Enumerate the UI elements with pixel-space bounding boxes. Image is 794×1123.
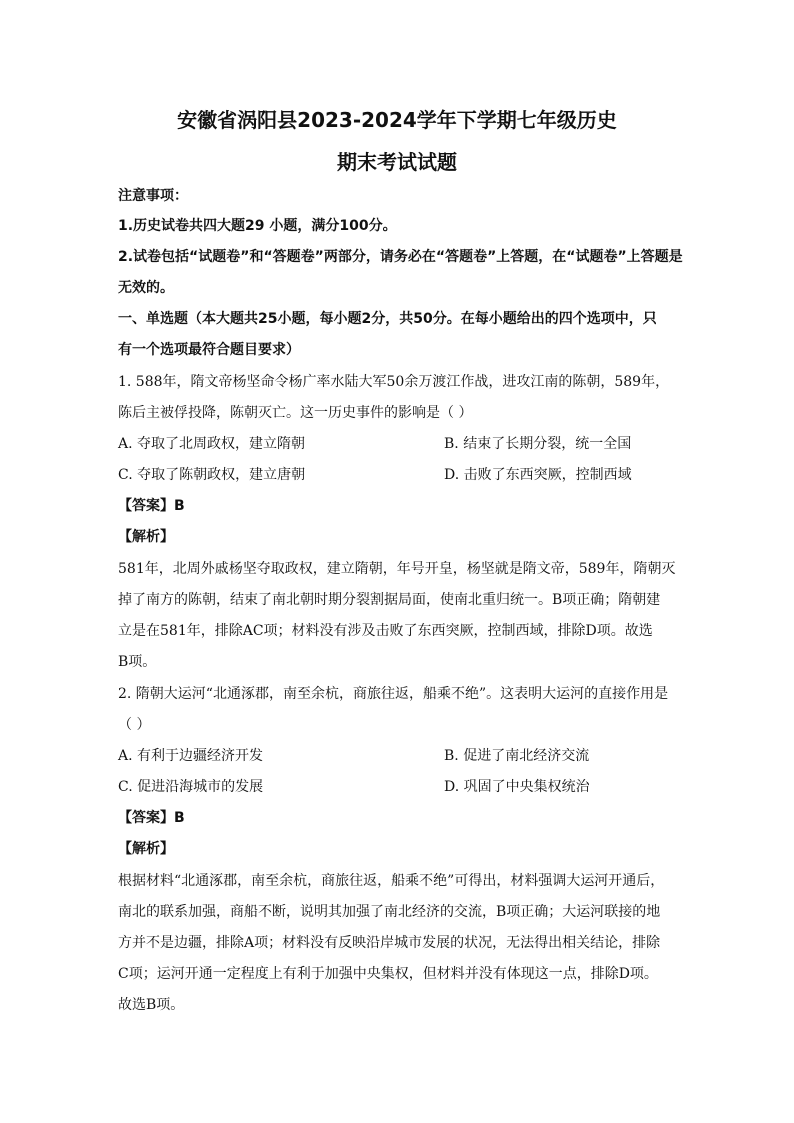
- question-2-analysis-line: 南北的联系加强，商船不断，说明其加强了南北经济的交流，B项正确；大运河联接的地: [118, 904, 661, 920]
- question-1-answer: 【答案】B: [118, 498, 185, 514]
- question-2-option-d: D. 巩固了中央集权统治: [444, 779, 590, 795]
- question-1-analysis-line: 掉了南方的陈朝，结束了南北朝时期分裂割据局面，使南北重归统一。B项正确；隋朝建: [118, 592, 661, 608]
- section-heading: 一、单选题（本大题共25小题，每小题2分，共50分。在每小题给出的四个选项中，只: [118, 311, 657, 327]
- question-2-option-c: C. 促进沿海城市的发展: [118, 779, 264, 795]
- question-2-answer: 【答案】B: [118, 810, 185, 826]
- question-1-option-a: A. 夺取了北周政权，建立隋朝: [118, 436, 306, 452]
- question-1-analysis-line: 立是在581年，排除AC项；材料没有涉及击败了东西突厥，控制西域，排除D项。故选: [118, 623, 653, 639]
- question-2-option-b: B. 促进了南北经济交流: [444, 748, 590, 764]
- question-1-option-b: B. 结束了长期分裂，统一全国: [444, 436, 632, 452]
- question-2-stem: 2. 隋朝大运河“北通涿郡，南至余杭，商旅往返，船乘不绝”。这表明大运河的直接作用是: [118, 686, 669, 702]
- question-1-analysis-line: 581年，北周外戚杨坚夺取政权，建立隋朝，年号开皇，杨坚就是隋文帝，589年，隋朝灭: [118, 561, 676, 577]
- question-1-stem-cont: 陈后主被俘投降，陈朝灭亡。这一历史事件的影响是（ ）: [118, 405, 473, 421]
- question-1-stem: 1. 588年，隋文帝杨坚命令杨广率水陆大军50余万渡江作战，进攻江南的陈朝，589年，: [118, 374, 670, 390]
- exam-title: 安徽省涡阳县2023-2024学年下学期七年级历史: [177, 108, 617, 132]
- question-2-option-a: A. 有利于边疆经济开发: [118, 748, 264, 764]
- notes-item-1: 1.历史试卷共四大题29 小题，满分100分。: [118, 218, 397, 234]
- question-2-analysis-line: 故选B项。: [118, 997, 185, 1013]
- question-2-stem-cont: （ ）: [118, 717, 151, 733]
- exam-subtitle: 期末考试试题: [337, 150, 457, 174]
- section-heading-cont: 有一个选项最符合题目要求）: [118, 342, 300, 358]
- question-2-analysis-line: 根据材料“北通涿郡，南至余杭，商旅往返，船乘不绝”可得出，材料强调大运河开通后，: [118, 873, 665, 889]
- question-1-analysis-line: B项。: [118, 654, 157, 670]
- notes-heading: 注意事项：: [118, 188, 188, 204]
- question-2-analysis-line: C项；运河开通一定程度上有利于加强中央集权，但材料并没有体现这一点，排除D项。: [118, 966, 658, 982]
- notes-item-2-cont: 无效的。: [118, 280, 174, 296]
- notes-item-2: 2.试卷包括“试题卷”和“答题卷”两部分，请务必在“答题卷”上答题，在“试题卷”上答题是: [118, 249, 683, 265]
- question-1-option-c: C. 夺取了陈朝政权，建立唐朝: [118, 467, 306, 483]
- question-2-analysis-label: 【解析】: [118, 841, 174, 857]
- question-1-analysis-label: 【解析】: [118, 529, 174, 545]
- question-1-option-d: D. 击败了东西突厥，控制西域: [444, 467, 632, 483]
- question-2-analysis-line: 方并不是边疆，排除A项；材料没有反映沿岸城市发展的状况，无法得出相关结论，排除: [118, 935, 661, 951]
